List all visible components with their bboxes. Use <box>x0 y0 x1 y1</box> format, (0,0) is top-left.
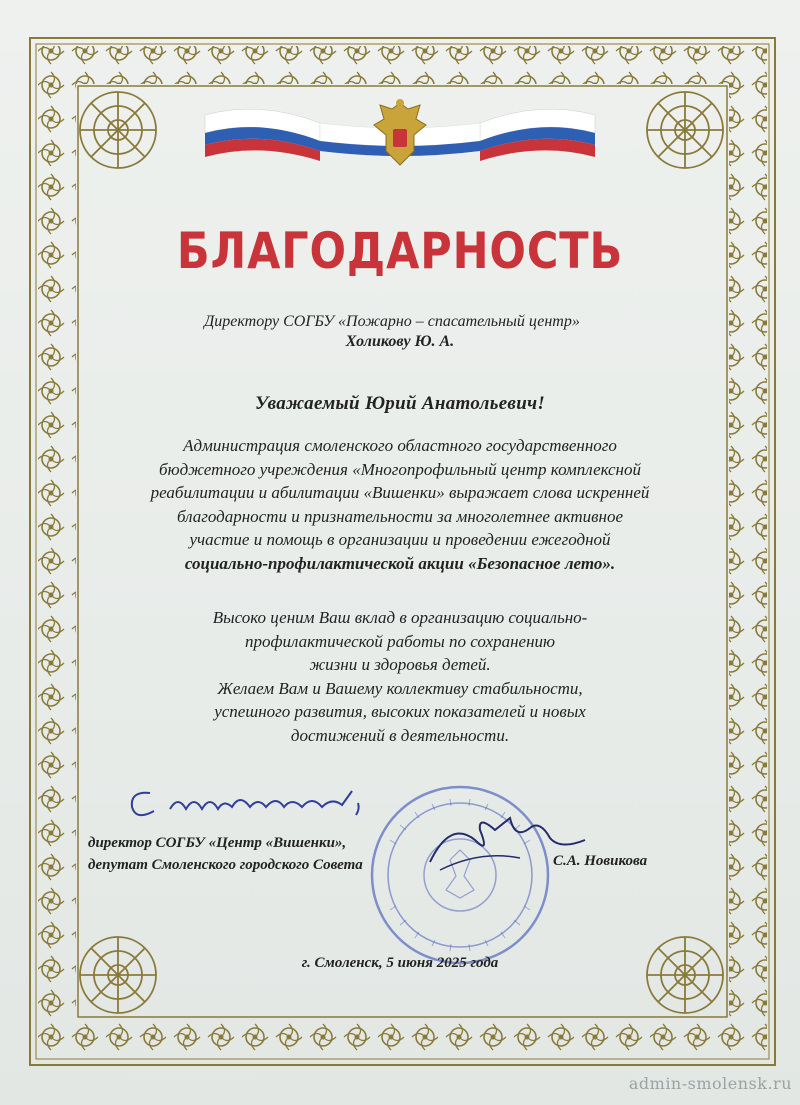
place-and-date: г. Смоленск, 5 июня 2025 года <box>301 955 499 971</box>
paragraph-gratitude <box>100 434 700 575</box>
flag-emblem <box>200 95 600 175</box>
paragraph-wishes <box>100 606 700 747</box>
paragraph-line: участие и помощь в организации и проведении ежегодной <box>189 530 611 549</box>
signatory-name: С.А. Новикова <box>553 853 648 869</box>
addressee-position: Директору СОГБУ «Пожарно – спасательный центр» <box>204 313 580 330</box>
paragraph-line: профилактической работы по сохранению <box>244 631 556 651</box>
greeting: Уважаемый Юрий Анатольевич! <box>254 393 546 414</box>
paragraph-line: достижений в деятельности. <box>290 725 510 745</box>
paragraph-line: Администрация смоленского областного государственного <box>183 436 617 455</box>
addressee-name: Холикову Ю. А. <box>345 333 455 350</box>
paragraph-line: жизни и здоровья детей. <box>309 655 491 674</box>
signatory-titles <box>88 832 363 876</box>
signatory-position: директор СОГБУ «Центр «Вишенки», <box>88 835 347 851</box>
watermark-text: admin-smolensk.ru <box>628 1074 792 1093</box>
signatory-deputy: депутат Смоленского городского Совета <box>88 857 363 873</box>
paragraph-line: успешного развития, высоких показателей и новых <box>214 702 586 721</box>
paragraph-line: бюджетного учреждения «Многопрофильный центр комплексной <box>159 459 641 479</box>
paragraph-line: Желаем Вам и Вашему коллективу стабильности, <box>217 678 583 698</box>
paragraph-line: благодарности и признательности за многолетнее активное <box>176 506 624 526</box>
paragraph-line-bold: социально-профилактической акции «Безопасное лето». <box>184 553 616 573</box>
paragraph-line: Высоко ценим Ваш вклад в организацию социально- <box>212 608 588 627</box>
handwritten-closing <box>120 773 400 833</box>
paragraph-line: реабилитации и абилитации «Вишенки» выражает слова искренней <box>150 483 650 502</box>
document-title: БЛАГОДАРНОСТЬ <box>176 222 624 280</box>
